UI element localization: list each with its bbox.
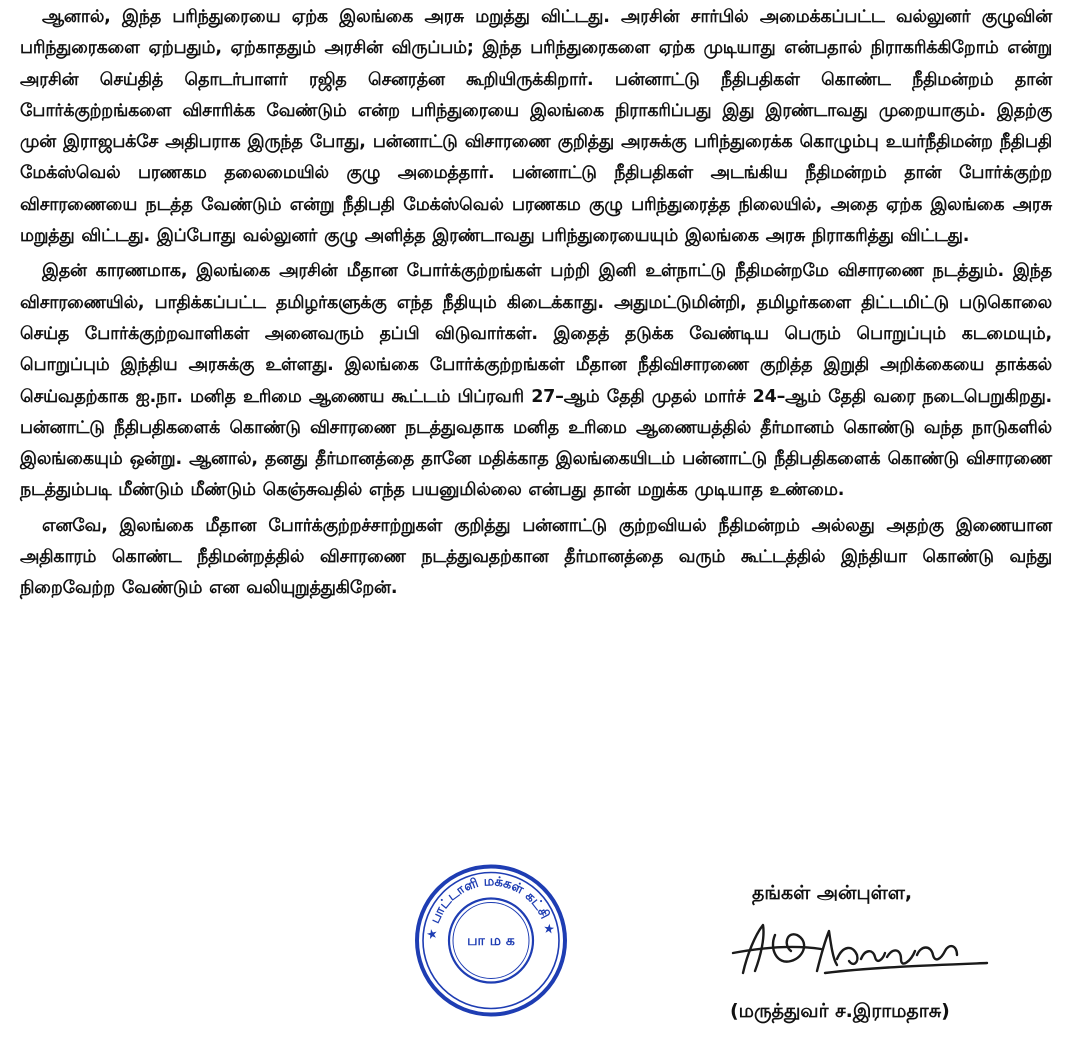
party-seal (412, 863, 570, 1018)
signatory-name: (மருத்துவர் ச.இராமதாசு) (730, 1000, 950, 1022)
closing-salutation: தங்கள் அன்புள்ள, (752, 882, 913, 904)
paragraph-3: எனவே, இலங்கை மீதான போர்க்குற்றச்சாற்றுகள் குறித்து பன்னாட்டு குற்றவியல் நீதிமன்றம் அல்லது அதற்கு இணையான அதிகாரம் கொண்ட நீதிமன்றத்தில் விசாரணை நடத்துவதற்கான தீர்மானத்தை வரும் கூட்டத்தில் இந்தியா கொண்டு வந்து நிறைவேற்ற வேண்டும் என வலியுறுத்துகிறேன். (20, 515, 1052, 599)
paragraph-2: இதன் காரணமாக, இலங்கை அரசின் மீதான போர்க்குற்றங்கள் பற்றி இனி உள்நாட்டு நீதிமன்றமே விசாரணை நடத்தும். இந்த விசாரணையில், பாதிக்கப்பட்ட தமிழர்களுக்கு எந்த நீதியும் கிடைக்காது. அதுமட்டுமின்றி, தமிழர்களை திட்டமிட்டு படுகொலை செய்த போர்க்குற்றவாளிகள் அனைவரும் தப்பி விடுவார்கள். இதைத் தடுக்க வேண்டிய பெரும் பொறுப்பும் கடமையும், பொறுப்பும் இந்திய அரசுக்கு உள்ளது. இலங்கை போர்க்குற்றங்கள் மீதான நீதிவிசாரணை குறித்த இறுதி அறிக்கையை தாக்கல் செய்வதற்காக ஐ.நா. மனித உரிமை ஆணைய கூட்டம் பிப்ரவரி 27–ஆம் தேதி முதல் மார்ச் 24–ஆம் தேதி வரை நடைபெறுகிறது. பன்னாட்டு நீதிபதிகளைக் கொண்டு விசாரணை நடத்துவதாக மனித உரிமை ஆணையத்தில் தீர்மானம் கொண்டு வந்த நாடுகளில் இலங்கையும் ஒன்று. ஆனால், தனது தீர்மானத்தை தானே மதிக்காத இலங்கையிடம் பன்னாட்டு நீதிபதிகளைக் கொண்டு விசாரணை நடத்தும்படி மீண்டும் மீண்டும் கெஞ்சுவதில் எந்த பயனுமில்லை என்பது தான் மறுக்க முடியாத உண்மை. (20, 261, 1052, 501)
letter-body (20, 2, 1052, 609)
handwritten-signature (725, 915, 995, 985)
seal-inner-text: பா ம க (467, 933, 515, 949)
closing-block (0, 860, 1077, 1040)
paragraph-1: ஆனால், இந்த பரிந்துரையை ஏற்க இலங்கை அரசு மறுத்து விட்டது. அரசின் சார்பில் அமைக்கப்பட்ட வல்லுனர் குழுவின் பரிந்துரைகளை ஏற்பதும், ஏற்காததும் அரசின் விருப்பம்; இந்த பரிந்துரைகளை ஏற்க முடியாது என்பதால் நிராகரிக்கிறோம் என்று அரசின் செய்தித் தொடர்பாளர் ரஜித செனரத்ன கூறியிருக்கிறார். பன்னாட்டு நீதிபதிகள் கொண்ட நீதிமன்றம் தான் போர்க்குற்றங்களை விசாரிக்க வேண்டும் என்ற பரிந்துரையை இலங்கை நிராகரிப்பது இது இரண்டாவது முறையாகும். இதற்கு முன் இராஜபக்சே அதிபராக இருந்த போது, பன்னாட்டு விசாரணை குறித்து அரசுக்கு பரிந்துரைக்க கொழும்பு உயர்நீதிமன்ற நீதிபதி மேக்ஸ்வெல் பரணகம தலைமையில் குழு அமைத்தார். பன்னாட்டு நீதிபதிகள் அடங்கிய நீதிமன்றம் தான் போர்க்குற்ற விசாரணையை நடத்த வேண்டும் என்று நீதிபதி மேக்ஸ்வெல் பரணகம குழு பரிந்துரைத்த நிலையில், அதை ஏற்க இலங்கை அரசு மறுத்து விட்டது. இப்போது வல்லுனர் குழு அளித்த இரண்டாவது பரிந்துரையையும் இலங்கை அரசு நிராகரித்து விட்டது. (20, 7, 1052, 247)
seal-ring-textpath: ★ பாட்டாளி மக்கள் கட்சி ★ (424, 874, 557, 941)
